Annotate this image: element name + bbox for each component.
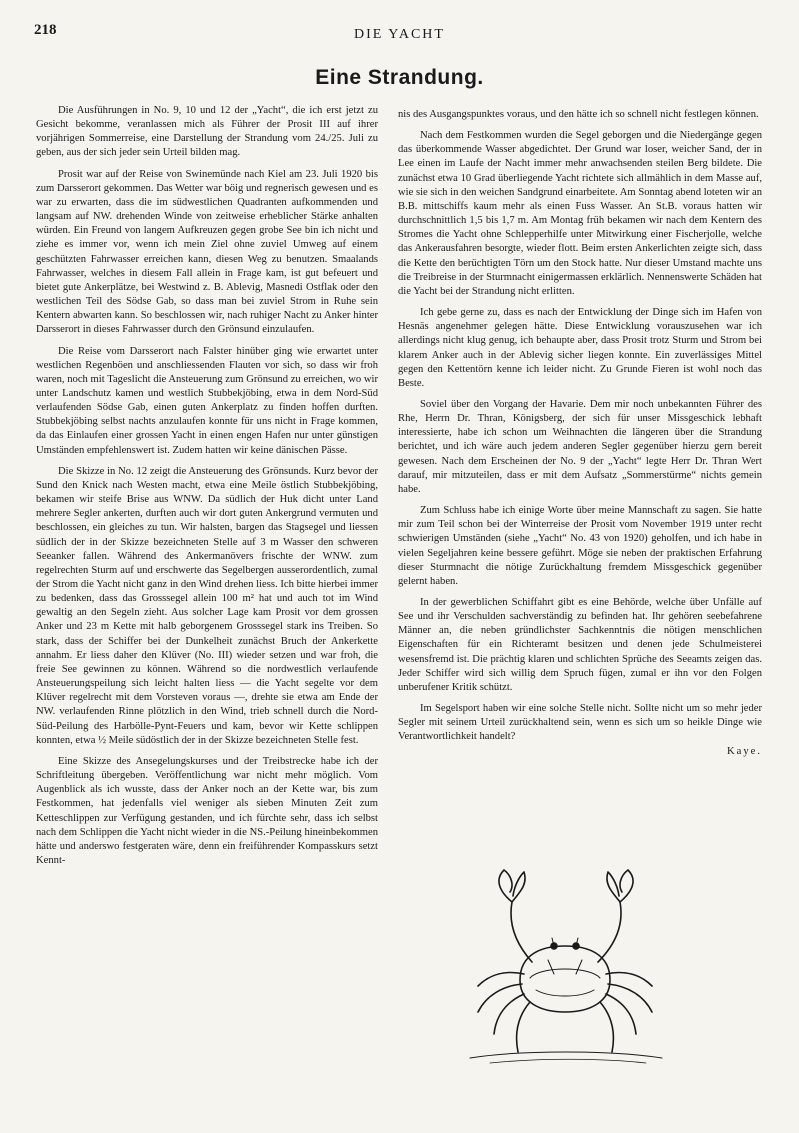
paragraph: Die Skizze in No. 12 zeigt die Ansteuerung des Grönsunds. Kurz bevor der Sund den Knick nach Westen macht, etwa eine Meile östlich Stubbekjöbing, bekamen wir steife Brise aus WNW. Da südlich der Huk dicht unter Land mehrere Segler ankerten, durften auch wir dort guten Ankergrund vermuten und beschlossen, ein gleiches zu tun. Wir halsten, bargen das Stagsegel und liessen südlich der in der Skizze bezeichneten Stelle auf 3 m Wasser den schweren Seeanker fallen. Während des Ankermanövers frischte der WNW. zum regelrechten Sturm auf und erschwerte das Segelbergen ausserordentlich, zumal der Strom die Yacht nicht ganz in den Wind drehen liess. Ich bitte hierbei immer zu bedenken, dass das Grosssegel allein 100 m² hat und auch tot im Wind gewaltig an den Segeln zieht. Aus solcher Lage kam Prosit vor dem grossen Anker und 23 m Kette mit halb geborgenem Grosssegel stark ins Treiben. So stark, dass der Schiffer bei der Dunkelheit zunächst Bruch der Ankerkette annahm. Er liess daher den Klüver (No. III) wieder setzen und war froh, die freie See gewinnen zu können. Während so die nordwestlich verlaufende Ansteuerungspeilung sich leicht halten liess — die Yacht segelte vor dem Klüver regelrecht mit dem Vorsteven voraus —, drehte sie etwa am Ende der NW. verlaufenden Rinne plötzlich in den Wind, trieb schnell durch die Nord-Süd-Peilung des Harbölle-Pynt-Feuers und kam, bevor wir Kette schlippen konnten, etwa ½ Meile südöstlich der in der Skizze bezeichneten Stelle fest. bbox=[36, 465, 378, 746]
paragraph: Zum Schluss habe ich einige Worte über meine Mannschaft zu sagen. Sie hatte mir zum Teil schon bei der Winterreise der Prosit vom November 1919 unter recht schwierigen Umständen (siehe „Yacht“ No. 43 von 1920) geholfen, und ich habe in vielen Segeljahren keine bessere geführt. Möge sie neben der praktischen Erfahrung dieser Sturmnacht die nötige Zurückhaltung fremdem Missgeschick gegenüber gelernt haben. bbox=[398, 505, 762, 587]
left-column bbox=[36, 104, 378, 875]
paragraph: Die Reise vom Darsserort nach Falster hinüber ging wie erwartet unter westlichen Regenböen und anschliessenden Flauten vor sich, so dass wir froh waren, noch mit Tageslicht die Ansteuerung zum Grönsund zu erreichen, wo wir unter Landschutz kamen und westlich Stubbekjöbing, etwa in dem Nord-Süd verlaufenden Södse Gab, einen guten Ankerplatz zu finden hoffen durften. Stubbekjöbing selbst nachts anzulaufen konnte für uns nicht in Frage kommen, da das Einlaufen einer grossen Yacht in einen engen Hafen nur unter günstigen Umständen empfehlenswert ist. Zudem hatten wir keine dänischen Pässe. bbox=[36, 345, 378, 456]
paragraph: Im Segelsport haben wir eine solche Stelle nicht. Sollte nicht um so mehr jeder Segler mit seinem Urteil zurückhaltend sein, wenn es sich um so heikle Dinge wie Verantwortlichkeit handelt? bbox=[398, 703, 762, 743]
paragraph: Ich gebe gerne zu, dass es nach der Entwicklung der Dinge sich im Hafen von Hesnäs angenehmer gelegen hätte. Diese Entwicklung vorauszusehen war ich allerdings nicht klug genug, ich behaupte aber, dass Prosit trotz Sturm und Strom bei klarem Anker auch in der Ablevig sicher liegen konnte. Ein zuverlässiges Mittel gegen den Kettentörn kenne ich leider nicht. Zu Grunde Fieren ist wohl noch das Beste. bbox=[398, 307, 762, 389]
paragraph: nis des Ausgangspunktes voraus, und den hätte ich so schnell nicht festlegen können. bbox=[398, 109, 759, 120]
paragraph: Prosit war auf der Reise von Swinemünde nach Kiel am 23. Juli 1920 bis zum Darsserort gekommen. Das Wetter war böig und regnerisch gewesen und es war zu erwarten, dass die im südwestlichen Quadranten aufkommenden und langsam auf NW. drehenden Winde von zeitweise erheblicher Stärke anhalten würden. Ein Freund von langem Aufkreuzen gegen grobe See bin ich nicht und ziehe es immer vor, wenn ich mein Ziel ohne zuviel Umweg auf einem geschützten Fahrwasser erreichen kann, diesen Weg zu benutzen. Smaalands Fahrwasser, welches in diesem Fall allein in Frage kam, ist gut befeuert und bietet gute Ankerplätze, bei Westwind z. B. Ablevig, Masnedi Ostflak oder den westlichen Teil des Södse Gab, so dass man bei zuviel Strom in Ruhe sein Kentern abwarten kann. So beschlossen wir, nach ruhiger Nacht zu Anker hinter Darsserort in dieses Fahrwasser durch den Grönsund einzulaufen. bbox=[36, 168, 378, 336]
right-column bbox=[398, 108, 762, 759]
crab-illustration bbox=[450, 862, 680, 1067]
author-signature: Kaye. bbox=[727, 745, 762, 757]
paragraph: Die Ausführungen in No. 9, 10 und 12 der „Yacht“, die ich erst jetzt zu Gesicht bekomme, veranlassen mich als Führer der Prosit III auf ihrer vorjährigen Sommerreise, eine Darstellung der Strandung vom 24./25. Juli zu geben, aus der sich jeder sein Urteil bilden mag. bbox=[36, 105, 378, 159]
page-number: 218 bbox=[34, 22, 57, 38]
running-head: DIE YACHT bbox=[354, 27, 445, 42]
paragraph: Soviel über den Vorgang der Havarie. Dem mir noch unbekannten Führer des Rhe, Herrn Dr. Thran, Königsberg, der sich für unser Missgeschick lebhaft interessierte, habe ich schon um Weihnachten die längeren über die Strandung berichtet, und ich wäre auch jedem anderen Segler gegenüber hierzu gern bereit gewesen. Nach dem Erscheinen der No. 9 der „Yacht“ legte Herr Dr. Thran Wert darauf, mir mitzuteilen, dass er mit dem Aufsatz „Sommerstürme“ nichts gemein habe. bbox=[398, 398, 762, 495]
paragraph: Nach dem Festkommen wurden die Segel geborgen und die Niedergänge gegen das überkommende Wasser abgedichtet. Der Grund war loser, weicher Sand, der in Lee einen im Laufe der Nacht immer mehr anwachsenden steilen Berg bildete. Die zunächst etwa 10 Grad überliegende Yacht richtete sich allmählich in dem Masse auf, wie sie sich in den weichen Sandgrund einarbeitete. Am Sonntag abend loteten wir an B.B. mittschiffs kaum mehr als einen Fuss Wasser. An St.B. voraus hatten wir durchschnittlich 1,5 bis 1,7 m. Am Montag früh bekamen wir nach dem Kentern des Stromes die Yacht ohne Schlepperhilfe unter Mitwirkung einer Fischerjolle, welche das Ankerausfahren besorgte, wieder flott. Beim ersten Ankerlichten zeigte sich, dass die Kette den berüchtigten Törn um den Stock hatte. Nur dieser Umstand machte uns die Treibreise in der Sturmnacht einigermassen erklärlich. Nennenswerte Schäden hat die Yacht bei der Strandung nicht erlitten. bbox=[398, 130, 762, 297]
article-title: Eine Strandung. bbox=[315, 66, 484, 89]
paragraph: Eine Skizze des Ansegelungskurses und der Treibstrecke habe ich der Schriftleitung übergeben. Veröffentlichung war nicht mehr möglich. Vom Augenblick als ich wusste, dass der Anker noch an der Kette war, bis zum Festkommen, hat jedenfalls viel weniger als sieben Minuten Zeit zum Ketteschlippen zur Verfügung gestanden, und ich fürchte sehr, dass ich selbst nach dem Schlippen die Yacht nicht wieder in die NS.-Peilung hineinbekommen hätte und anderswo festgeraten wäre, denn ein freiführender Kompasskurs setzt Kennt- bbox=[36, 755, 378, 866]
paragraph: In der gewerblichen Schiffahrt gibt es eine Behörde, welche über Unfälle auf See und ihr Verschulden sachverständig zu befinden hat. Ihr gehören seebefahrene Männer an, die neben gründlichster Sachkenntnis die nötigen menschlichen Eigenschaften für ein Richteramt besitzen und denen jede Schulmeisterei wesensfremd ist. Die prächtig klaren und schlichten Sprüche des Seeamts zeigen das. Jeder Schiffer wird sich willig dem Spruch fügen, zumal er ihn vor den Folgen unberufener Kritik schützt. bbox=[398, 597, 762, 693]
